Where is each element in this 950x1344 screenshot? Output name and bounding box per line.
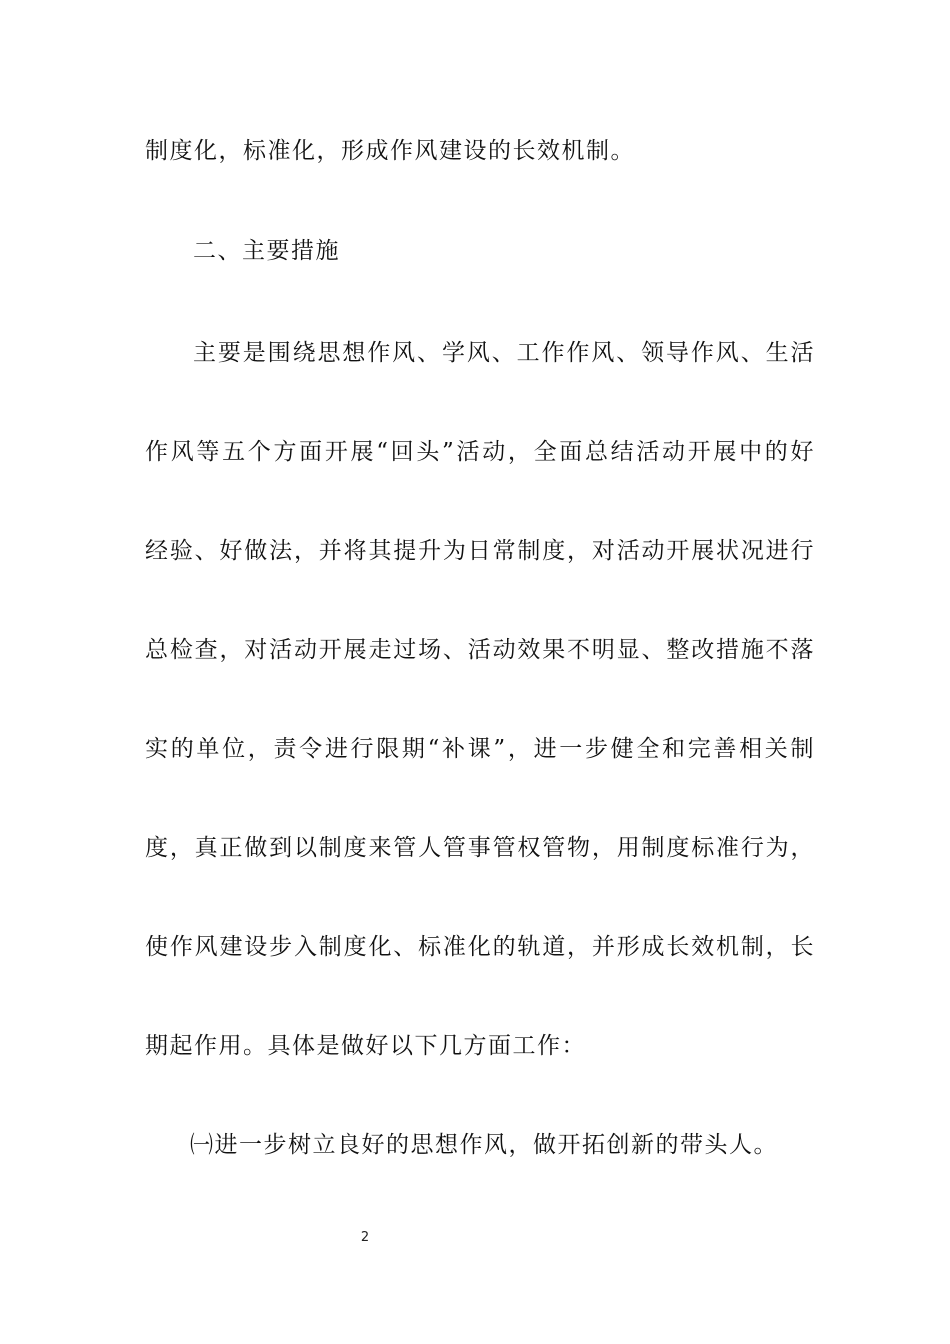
section-heading: 二、主要措施 <box>193 238 340 264</box>
paragraph-line-1: 制度化，标准化，形成作风建设的长效机制。 <box>145 138 635 164</box>
paragraph-line-6: 实的单位，责令进行限期“补课”，进一步健全和完善相关制 <box>145 736 815 762</box>
subsection-heading: ㈠进一步树立良好的思想作风，做开拓创新的带头人。 <box>190 1132 778 1158</box>
paragraph-line-7: 度，真正做到以制度来管人管事管权管物，用制度标准行为， <box>145 835 815 861</box>
paragraph-line-8: 使作风建设步入制度化、标准化的轨道，并形成长效机制，长 <box>145 934 815 960</box>
paragraph-line-4: 经验、好做法，并将其提升为日常制度，对活动开展状况进行 <box>145 538 815 564</box>
paragraph-line-5: 总检查，对活动开展走过场、活动效果不明显、整改措施不落 <box>145 637 815 663</box>
paragraph-line-3: 作风等五个方面开展“回头”活动，全面总结活动开展中的好 <box>145 439 815 465</box>
paragraph-line-9: 期起作用。具体是做好以下几方面工作： <box>145 1033 586 1059</box>
page-number: 2 <box>360 1230 370 1245</box>
paragraph-line-2: 主要是围绕思想作风、学风、工作作风、领导作风、生活 <box>193 340 815 366</box>
